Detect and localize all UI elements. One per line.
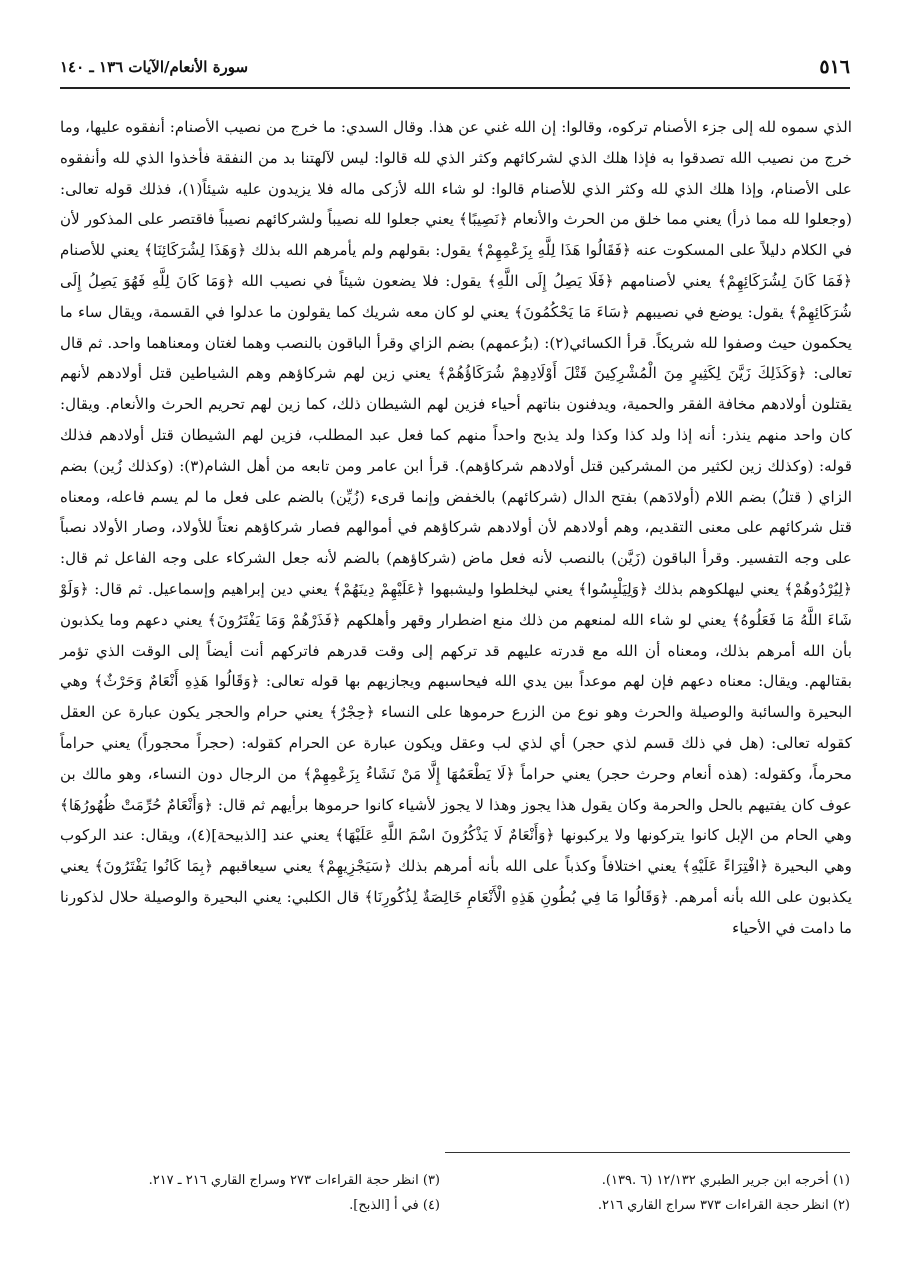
running-title: سورة الأنعام/الآيات ١٣٦ ـ ١٤٠ <box>60 58 249 76</box>
footnote-3: (٣) انظر حجة القراءات ٢٧٣ وسراج القاري ٢١٦ ـ ٢١٧. <box>148 1173 440 1188</box>
footnote-column-right <box>470 1168 850 1218</box>
footnote-divider <box>445 1152 850 1153</box>
main-text <box>60 112 852 944</box>
page-header <box>60 52 850 82</box>
footnote-1: (١) أخرجه ابن جرير الطبري ١٢/١٣٢ (٦ .١٣٩). <box>601 1173 850 1188</box>
footnote-2: (٢) انظر حجة القراءات ٣٧٣ سراج القاري ٢١٦. <box>597 1198 850 1213</box>
page-number: ٥١٦ <box>819 56 850 78</box>
footnote-4: (٤) في أ [الذبح]. <box>349 1198 440 1213</box>
body-paragraph: الذي سموه لله إلى جزء الأصنام تركوه، وقالوا: إن الله غني عن هذا. وقال السدي: ما خرج من نصيب الأصنام: أنفقوه عليها، وما خرج من نصيب الله تصدقوا به فإذا هلك الذي لشركائهم وكثر الذي لله قالوا: ليس لآلهتنا بد من النفقة فأخذوا الذي لله وأنفقوه على الأصنام، وإذا هلك الذي لله وكثر الذي للأصنام قالوا: لو شاء الله لأزكى ماله فلا يزيدون عليه شيئاً(١)، فذلك قوله تعالى: (وجعلوا لله مما ذرأ) يعني مما خلق من الحرث والأنعام ﴿نَصِيبًا﴾ يعني جعلوا لله نصيباً ولشركائهم نصيباً فاقتصر على المذكور لأن في الكلام دليلاً على المسكوت عنه ﴿فَقَالُوا هَذَا لِلَّهِ بِزَعْمِهِمْ﴾ يقول: بقولهم ولم يأمرهم الله بذلك ﴿وَهَذَا لِشُرَكَائِنَا﴾ يعني للأصنام ﴿فَمَا كَانَ لِشُرَكَائِهِمْ﴾ يعني لأصنامهم ﴿فَلَا يَصِلُ إِلَى اللَّهِ﴾ يقول: فلا يضعون شيئاً في نصيب الله ﴿وَمَا كَانَ لِلَّهِ فَهُوَ يَصِلُ إِلَى شُرَكَائِهِمْ﴾ يقول: يوضع في نصيبهم ﴿سَاءَ مَا يَحْكُمُونَ﴾ يعني لو كان معه شريك كما يقولون ما عدلوا في القسمة، ويقال ساء ما يحكمون حيث وصفوا لله شريكاً. قرأ الكسائي(٢): (بزُعمهم) بضم الزاي وقرأ الباقون بالنصب وهما لغتان ومعناهما واحد. ثم قال تعالى: ﴿وَكَذَلِكَ زَيَّنَ لِكَثِيرٍ مِنَ الْمُشْرِكِينَ قَتْلَ أَوْلَادِهِمْ شُرَكَاؤُهُمْ﴾ يعني زين لهم شركاؤهم وهم الشياطين قتل أولادهم لأنهم يقتلون أولادهم مخافة الفقر والحمية، ويدفنون بناتهم أحياء فزين لهم الشيطان ذلك، كما زين لهم تحريم الحرث والأنعام. ويقال: كان واحد منهم ينذر: أنه إذا ولد كذا وكذا ولد يذبح واحداً منهم كما فعل عبد المطلب، فزين لهم الشيطان قتل أولادهم فذلك قوله: (وكذلك زين لكثير من المشركين قتل أولادهم شركاؤهم). قرأ ابن عامر ومن تابعه من أهل الشام(٣): (وكذلك زُين) بضم الزاي ( قتلُ) بضم اللام (أولادَهم) بفتح الدال (شركائهم) بالخفض وإنما قرىء (زُيِّن) بالضم على فعل ما لم يسم فاعله، ومعناه قتل شركائهم على معنى التقديم، وهم أولادهم لأن أولادهم شركاؤهم في أموالهم فصار شركاؤهم نعتاً للأولاد، وصار الأولاد نصباً على وجه التفسير. وقرأ الباقون (زَيَّن) بالنصب لأنه فعل ماض (شركاؤهم) بالضم لأنه جعل الشركاء على وجه الفاعل ثم قال: ﴿لِيُرْدُوهُمْ﴾ يعني ليهلكوهم بذلك ﴿وَلِيَلْبِسُوا﴾ يعني ليخلطوا وليشبهوا ﴿عَلَيْهِمْ دِينَهُمْ﴾ يعني دين إبراهيم وإسماعيل. ثم قال: ﴿وَلَوْ شَاءَ اللَّهُ مَا فَعَلُوهُ﴾ يعني لو شاء الله لمنعهم من ذلك منع اضطرار وقهر وأهلكهم ﴿فَذَرْهُمْ وَمَا يَفْتَرُونَ﴾ يعني دعهم وما يكذبون بأن الله أمرهم بذلك، ومعناه أن الله مع قدرته عليهم قد تركهم إلى وقت قدرهم فاتركهم أنت أيضاً إلى الوقت الذي تؤمر بقتالهم. ويقال: معناه دعهم فإن لهم موعداً بين يدي الله فيحاسبهم ويجازيهم بها قوله تعالى: ﴿وَقَالُوا هَذِهِ أَنْعَامٌ وَحَرْثٌ﴾ وهي البحيرة والسائبة والوصيلة والحرث وهو نوع من الزرع حرموها على النساء ﴿حِجْرٌ﴾ يعني حرام والحجر يكون عبارة عن العقل كقوله تعالى: (هل في ذلك قسم لذي حجر) أي لذي لب وعقل ويكون عبارة عن الحرام كقوله: (حجراً محجوراً) يعني حراماً محرماً، وكقوله: (هذه أنعام وحرث حجر) يعني حراماً ﴿لَا يَطْعَمُهَا إِلَّا مَنْ نَشَاءُ بِزَعْمِهِمْ﴾ من الرجال دون النساء، وهو مالك بن عوف كان يفتيهم بالحل والحرمة وكان يقول هذا يجوز وهذا لا يجوز لأشياء كانوا حرموها برأيهم ثم قال: ﴿وَأَنْعَامٌ حُرِّمَتْ ظُهُورُهَا﴾ وهي الحام من الإبل كانوا يتركونها ولا يركبونها ﴿وَأَنْعَامٌ لَا يَذْكُرُونَ اسْمَ اللَّهِ عَلَيْهَا﴾ يعني عند [الذبيحة](٤)، ويقال: عند الركوب وهي البحيرة ﴿افْتِرَاءً عَلَيْهِ﴾ يعني اختلافاً وكذباً على الله بأنه أمرهم بذلك ﴿سَيَجْزِيهِمْ﴾ يعني سيعاقبهم ﴿بِمَا كَانُوا يَفْتَرُونَ﴾ يعني يكذبون على الله بأنه أمرهم. ﴿وَقَالُوا مَا فِي بُطُونِ هَذِهِ الْأَنْعَامِ خَالِصَةٌ لِذُكُورِنَا﴾ قال الكلبي: يعني البحيرة والوصيلة حلال لذكورنا ما دامت في الأحياء <box>60 118 852 937</box>
footnote-column-left <box>60 1168 440 1218</box>
header-divider <box>60 87 850 89</box>
